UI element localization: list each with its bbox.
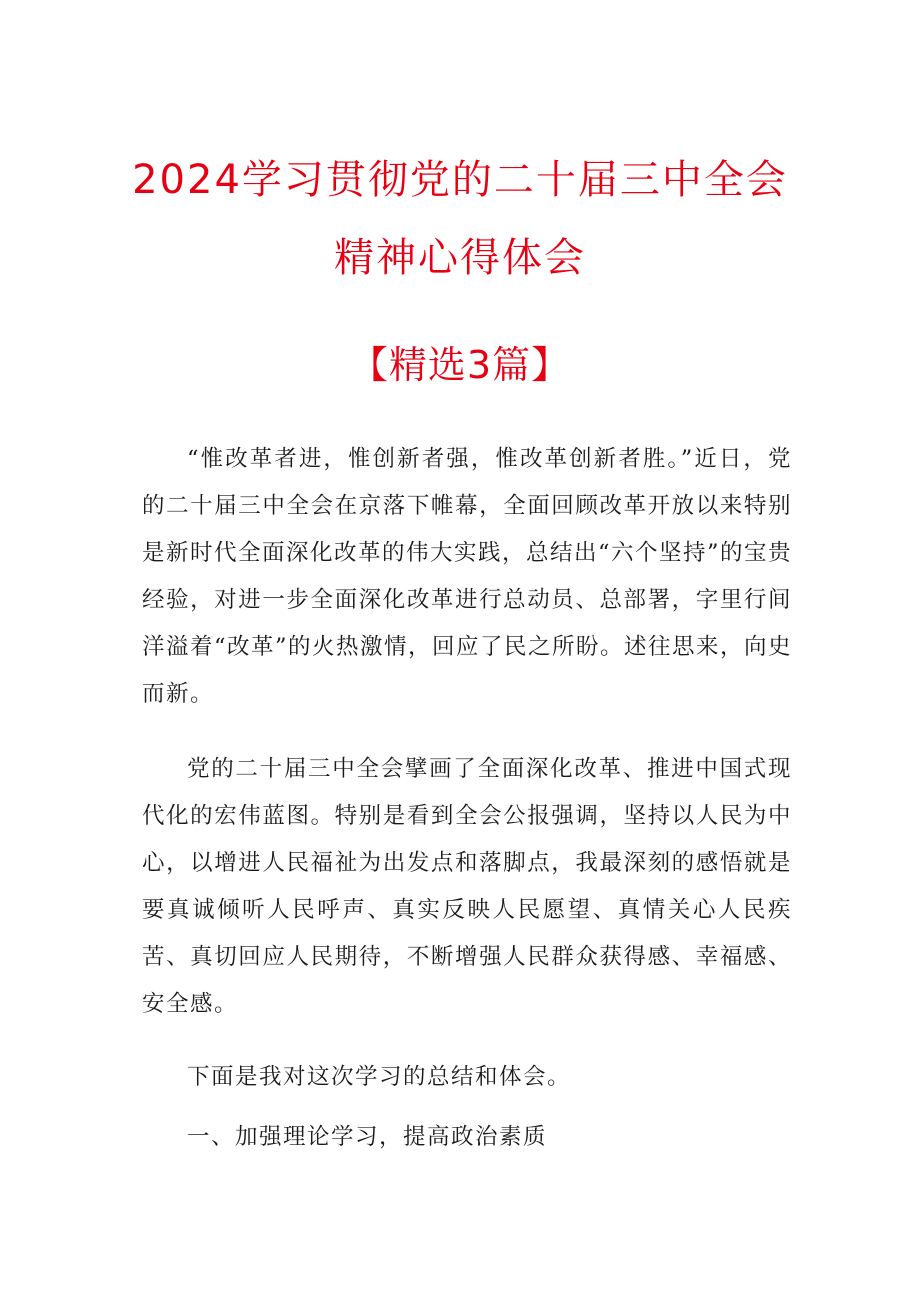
document-subtitle: 【精选3篇】 <box>349 343 571 387</box>
paragraph-intro: “惟改革者进，惟创新者强，惟改革创新者胜。”近日，党的二十届三中全会在京落下帷幕，全面回顾改革开放以来特别是新时代全面深化改革的伟大实践，总结出“六个坚持”的宝贵经验，对进一步全面深化改革进行总动员、总部署，字里行间洋溢着“改革”的火热激情，回应了民之所盼。述往思来，向史而新。 <box>142 446 793 707</box>
section-heading-1: 一、加强理论学习，提高政治素质 <box>187 1124 548 1150</box>
document-title-line-2: 精神心得体会 <box>334 235 586 281</box>
paragraph-summary-lead: 下面是我对这次学习的总结和体会。 <box>187 1064 572 1090</box>
document-title-line-1: 2024学习贯彻党的二十届三中全会 <box>132 157 788 203</box>
paragraph-blueprint: 党的二十届三中全会擘画了全面深化改革、推进中国式现代化的宏伟蓝图。特别是看到全会公报强调，坚持以人民为中心，以增进人民福祉为出发点和落脚点，我最深刻的感悟就是要真诚倾听人民呼声、真实反映人民愿望、真情关心人民疾苦、真切回应人民期待，不断增强人民群众获得感、幸福感、安全感。 <box>142 756 792 1017</box>
